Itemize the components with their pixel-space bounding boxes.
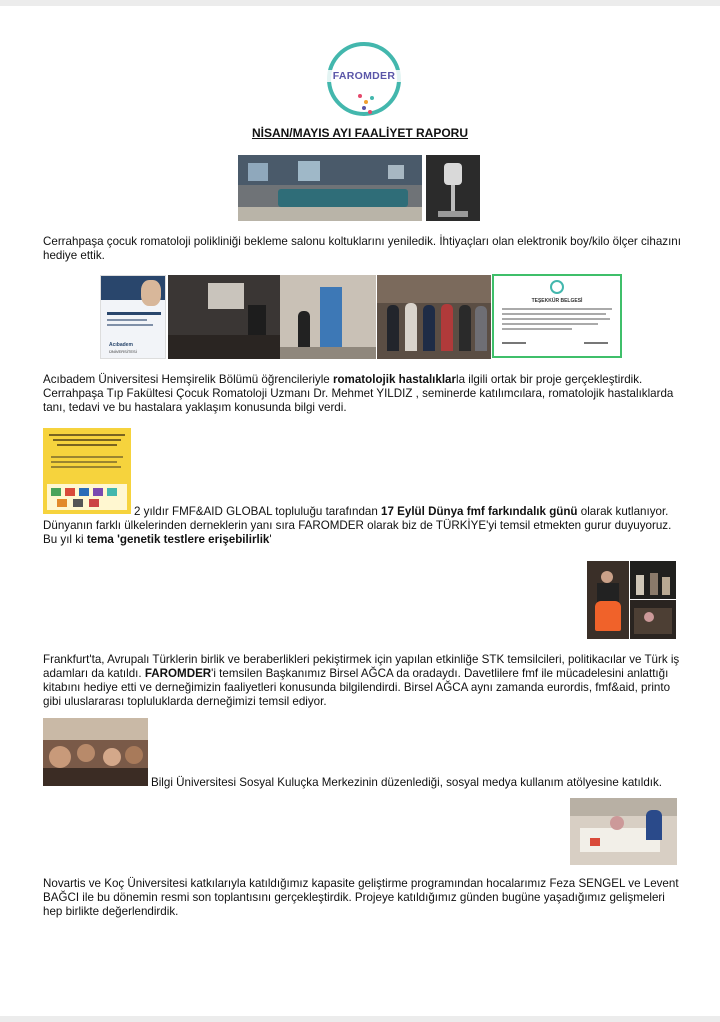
section-2-text	[43, 373, 683, 415]
students-group-photo	[377, 275, 491, 359]
section-4-bold: FAROMDER	[144, 667, 212, 680]
section-3-bold: 17 Eylül Dünya fmf farkındalık günü	[381, 505, 578, 518]
waiting-room-photo	[238, 155, 422, 221]
fmf-awareness-poster	[43, 428, 131, 514]
section-6-part: Novartis ve Koç Üniversitesi katkılarıyla katıldığımız kapasite geliştirme programından hocalarımız Feza SENGEL ve Levent BAĞCI ile bu dönemin resmi son toplantısını gerçekleştirdik. Projeye katıldığımız günden bugüne yaşadığımız gelişmeleri hep birlikte değerlendirdik.	[43, 877, 679, 918]
acibadem-poster-image	[100, 275, 166, 359]
logo-text: FAROMDER	[318, 70, 410, 82]
section-3-bold: tema 'genetik testlere erişebilirlik	[86, 533, 270, 546]
speaker-photo	[280, 275, 376, 359]
section-2-bold: romatolojik hastalıklar	[332, 373, 457, 386]
seminar-photo	[168, 275, 280, 359]
section-5-part: Bilgi Üniversitesi Sosyal Kuluçka Merkezinin düzenlediği, sosyal medya kullanım atölyesine katıldık.	[151, 776, 663, 789]
meeting-photo	[570, 798, 677, 865]
section-1-text	[43, 235, 683, 263]
page-bottom-edge	[0, 1016, 720, 1022]
dna-dot	[358, 94, 362, 98]
page-top-edge	[0, 0, 720, 6]
section-2-part: Acıbadem Üniversitesi Hemşirelik Bölümü öğrencileriyle	[43, 373, 333, 386]
frankfurt-speech-photo	[587, 561, 629, 639]
dna-dot	[370, 96, 374, 100]
section-2-part: la ilgili ortak bir proje gerçekleştirdik. Cerrahpaşa Tıp Fakültesi Çocuk Romatoloji Uzmanı Dr. Mehmet YILDIZ , seminerde katılımcılara, romatolojik hastalıklarda tanı, tedavi ve bu hastalara yaklaşım konusunda bilgi verdi.	[43, 373, 674, 414]
section-4-part: 'i temsilen Başkanımız Birsel AĞCA da oradaydı. Davetlilere fmf ile mücadelesini anlattığı kitabını hediye etti ve derneğimizin faaliyetleri konusunda bilgilendirdi. Birsel AĞCA aynı zamanda eurordis, fmf&aid, printo gibi uluslararası topluluklarda derneğimizi temsil ediyor.	[43, 667, 671, 708]
section-3-part: '	[269, 533, 272, 546]
workshop-photo	[43, 718, 148, 786]
section-4-part: Frankfurt'ta, Avrupalı Türklerin birlik ve beraberlikleri pekiştirmek için yapılan etkinliğe STK temsilcileri, politikacılar ve Türk iş adamları da katıldı.	[43, 653, 680, 680]
section-3-part: olarak kutlanıyor. Dünyanın farklı ülkelerinden derneklerin yanı sıra FAROMDER olarak biz de TÜRKİYE'yi temsil etmekten gurur duyuyoruz. Bu yıl ki	[43, 505, 672, 546]
report-title: NİSAN/MAYIS AYI FAALİYET RAPORU	[251, 126, 469, 140]
dna-dot	[364, 100, 368, 104]
section-3-text	[43, 505, 683, 547]
section-6-text	[43, 877, 683, 919]
dna-dot	[368, 110, 372, 114]
section-5-text	[151, 776, 691, 790]
certificate-heading: TEŞEKKÜR BELGESİ	[531, 298, 583, 304]
section-1-part: Cerrahpaşa çocuk romatoloji polikliniği bekleme salonu koltuklarını yeniledik. İhtiyaçları olan elektronik boy/kilo ölçer cihazını hediye ettik.	[43, 235, 681, 262]
dna-dot	[362, 106, 366, 110]
poster-heading: Acıbadem	[109, 342, 133, 348]
section-3-part: 2 yıldır FMF&AID GLOBAL topluluğu tarafından	[134, 505, 382, 518]
frankfurt-event-photo	[630, 561, 676, 599]
frankfurt-audience-photo	[630, 600, 676, 639]
scale-device-photo	[426, 155, 480, 221]
certificate-image	[492, 274, 622, 358]
section-4-text	[43, 653, 683, 709]
faromder-logo	[318, 40, 410, 118]
poster-sub: ÜNİVERSİTESİ	[109, 349, 137, 354]
